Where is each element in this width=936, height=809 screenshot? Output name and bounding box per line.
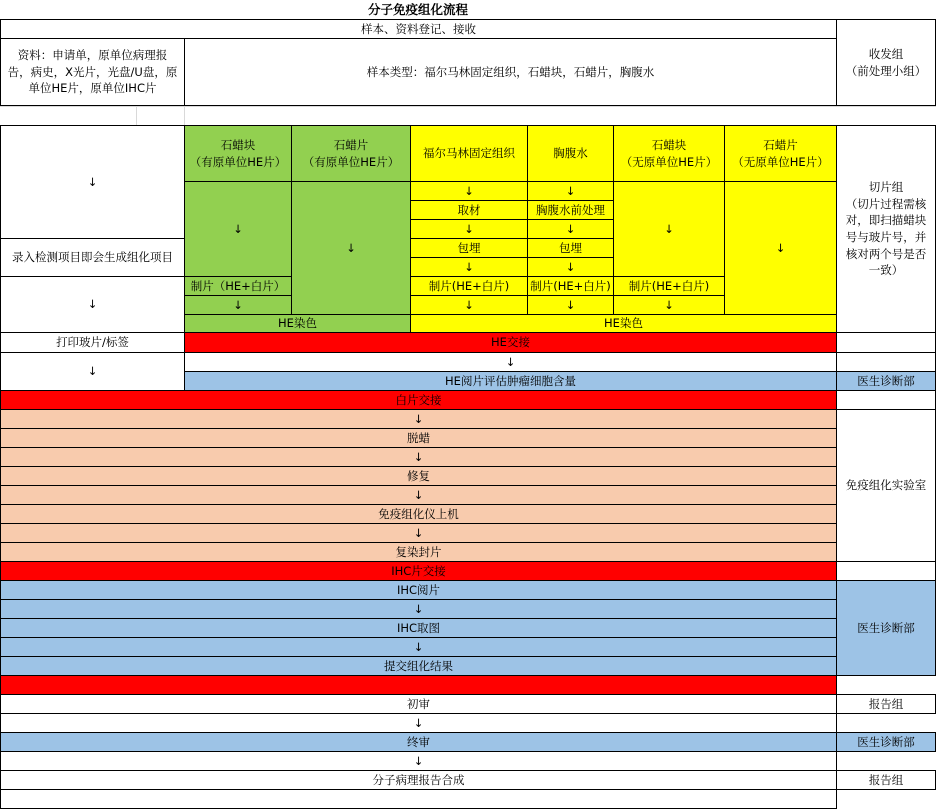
- step-final-review: 终审: [0, 732, 837, 752]
- step-ihc-image: IHC取图: [0, 618, 837, 638]
- ihc-lab-group: 免疫组化实验室: [836, 409, 936, 562]
- doctor-group-2: 医生诊断部: [836, 580, 936, 676]
- arrow: ↓: [0, 352, 185, 391]
- step-effusion-pretreatment: 胸腹水前处理: [527, 200, 614, 220]
- step-dewax: 脱蜡: [0, 428, 837, 448]
- empty-cell: [836, 561, 936, 581]
- step-cut-he-blank: 制片（HE+白片）: [184, 276, 292, 296]
- he-read-tumor-content: HE阅片评估肿瘤细胞含量: [184, 371, 837, 391]
- arrow: ↓: [0, 751, 837, 771]
- arrow: ↓: [291, 181, 411, 315]
- slicing-group: 切片组 （切片过程需核对，即扫描蜡块号与玻片号，并核对两个号是否一致）: [836, 125, 936, 333]
- arrow: ↓: [0, 523, 837, 543]
- doctor-group-1: 医生诊断部: [836, 371, 936, 391]
- arrow: ↓: [0, 713, 837, 733]
- ihc-slide-handover: IHC片交接: [0, 561, 837, 581]
- empty-cell: [836, 390, 936, 410]
- empty-cell: [836, 352, 936, 372]
- intake-group: 收发组 （前处理小组）: [836, 19, 936, 106]
- materials-cell: 资料：申请单，原单位病理报告，病史，X光片，光盘/U盘，原单位HE片，原单位IHC片: [0, 38, 185, 106]
- column-header-effusion: 胸腹水: [527, 125, 614, 182]
- gridline: [184, 106, 185, 125]
- arrow: ↓: [613, 181, 725, 277]
- step-take-material: 取材: [410, 200, 528, 220]
- step-counterstain: 复染封片: [0, 542, 837, 562]
- arrow: ↓: [0, 599, 837, 619]
- arrow: ↓: [527, 181, 614, 201]
- arrow: ↓: [410, 257, 528, 277]
- step-cut-he-blank: 制片(HE+白片): [410, 276, 528, 296]
- arrow: ↓: [724, 181, 837, 315]
- step-submit-result: 提交组化结果: [0, 656, 837, 676]
- he-handover: HE交接: [184, 332, 837, 353]
- doctor-group-3: 医生诊断部: [836, 732, 936, 752]
- blank-slide-handover: 白片交接: [0, 390, 837, 410]
- step-embed: 包埋: [527, 238, 614, 258]
- arrow: ↓: [527, 295, 614, 315]
- gridline: [0, 106, 936, 107]
- arrow: ↓: [0, 447, 837, 467]
- arrow: ↓: [527, 257, 614, 277]
- step-ihc-read: IHC阅片: [0, 580, 837, 600]
- he-stain-yellow: HE染色: [410, 314, 837, 333]
- print-slide-label: 打印玻片/标签: [0, 332, 185, 353]
- arrow: ↓: [410, 295, 528, 315]
- register-test-items: 录入检测项目即会生成组化项目: [0, 238, 185, 277]
- step-cut-he-blank: 制片(HE+白片): [527, 276, 614, 296]
- arrow: ↓: [184, 181, 292, 277]
- arrow: ↓: [184, 352, 837, 372]
- column-header-slide-without-he: 石蜡片 （无原单位HE片）: [724, 125, 837, 182]
- arrow: ↓: [184, 295, 292, 315]
- arrow: ↓: [0, 485, 837, 505]
- step-embed: 包埋: [410, 238, 528, 258]
- empty-cell: [0, 789, 837, 809]
- arrow: ↓: [410, 181, 528, 201]
- column-header-slide-with-he: 石蜡片 （有原单位HE片）: [291, 125, 411, 182]
- he-stain-green: HE染色: [184, 314, 411, 333]
- report-group-2: 报告组: [836, 770, 936, 790]
- arrow: ↓: [527, 219, 614, 239]
- step-report-synthesis: 分子病理报告合成: [0, 770, 837, 790]
- arrow: ↓: [613, 295, 725, 315]
- arrow: ↓: [0, 125, 185, 239]
- arrow: ↓: [0, 276, 185, 333]
- step-machine: 免疫组化仪上机: [0, 504, 837, 524]
- page-title: 分子免疫组化流程: [367, 1, 468, 17]
- step-cut-he-blank: 制片(HE+白片): [613, 276, 725, 296]
- column-header-block-with-he: 石蜡块 （有原单位HE片）: [184, 125, 292, 182]
- sample-types-cell: 样本类型：福尔马林固定组织，石蜡块，石蜡片，胸腹水: [184, 38, 837, 106]
- step-first-review: 初审: [0, 694, 837, 714]
- step-repair: 修复: [0, 466, 837, 486]
- gridline: [136, 106, 137, 125]
- intake-row: 样本、资料登记、接收: [0, 19, 837, 39]
- arrow: ↓: [0, 409, 837, 429]
- column-header-formalin-tissue: 福尔马林固定组织: [410, 125, 528, 182]
- report-group-1: 报告组: [836, 694, 936, 714]
- column-header-block-without-he: 石蜡块 （无原单位HE片）: [613, 125, 725, 182]
- arrow: ↓: [410, 219, 528, 239]
- arrow: ↓: [0, 637, 837, 657]
- empty-cell: [836, 332, 936, 353]
- red-divider: [0, 675, 837, 695]
